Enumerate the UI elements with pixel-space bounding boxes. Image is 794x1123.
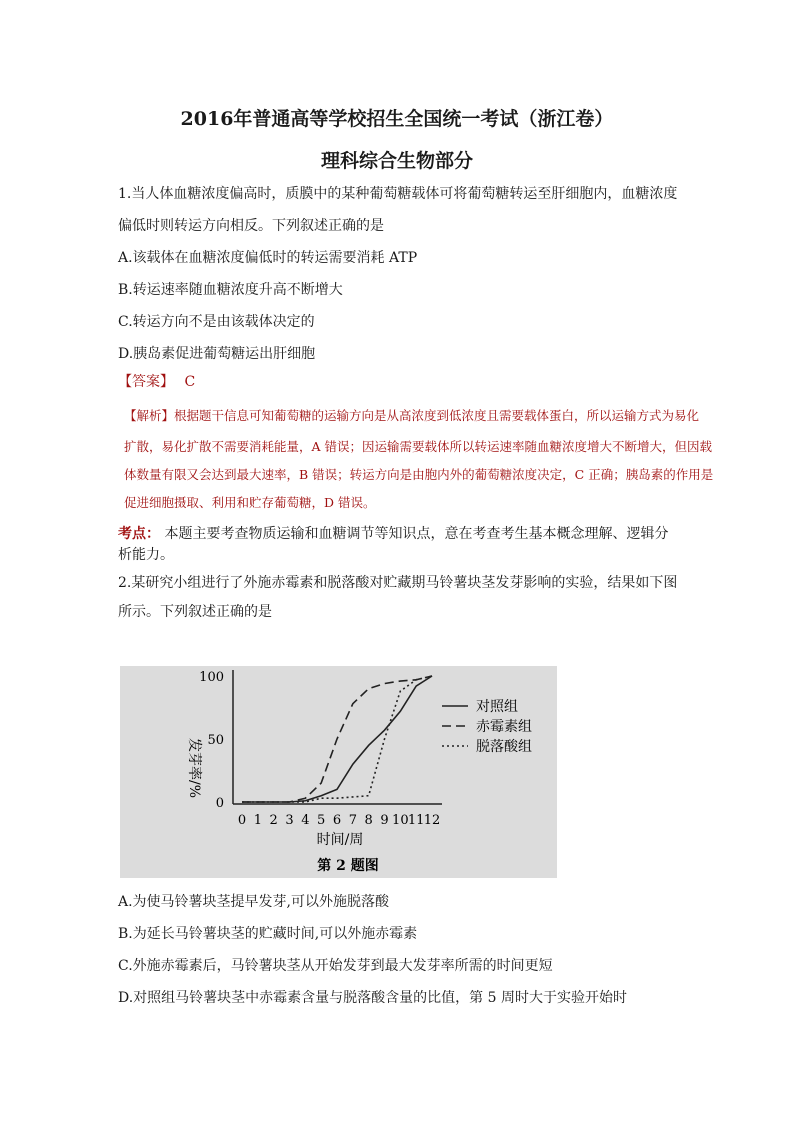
x-tick-label: 9 [380, 813, 389, 828]
x-tick-label: 8 [364, 813, 373, 828]
figure-photo [120, 666, 557, 878]
q2-stem-line1: 2.某研究小组进行了外施赤霉素和脱落酸对贮藏期马铃薯块茎发芽影响的实验，结果如下图 [118, 575, 678, 591]
x-tick-label: 10 [392, 813, 409, 828]
x-tick-label: 5 [317, 813, 326, 828]
legend-label: 赤霉素组 [476, 719, 532, 735]
kaodian-line2: 析能力。 [118, 547, 174, 563]
y-axis-label: 发芽率/% [186, 737, 202, 799]
y-tick-label: 50 [207, 733, 224, 748]
analysis-line-2: 扩散，易化扩散不需要消耗能量，A 错误；因运输需要载体所以转运速率随血糖浓度增大不断增大，但因载 [124, 439, 713, 454]
q2-option-d: D.对照组马铃薯块茎中赤霉素含量与脱落酸含量的比值，第 5 周时大于实验开始时 [118, 990, 627, 1006]
x-tick-label: 12 [423, 813, 441, 828]
page-title: 2016年普通高等学校招生全国统一考试（浙江卷） [180, 108, 614, 130]
q1-option-c: C.转运方向不是由该载体决定的 [118, 314, 315, 330]
y-tick-label: 100 [199, 670, 224, 685]
y-tick-label: 0 [215, 796, 224, 811]
x-tick-label: 4 [301, 813, 310, 828]
x-tick-label: 7 [348, 813, 357, 828]
kaodian-text: 本题主要考查物质运输和血糖调节等知识点，意在考查考生基本概念理解、逻辑分 [160, 526, 669, 542]
figure-caption: 第 2 题图 [317, 858, 379, 874]
q2-option-b: B.为延长马铃薯块茎的贮藏时间,可以外施赤霉素 [118, 926, 418, 942]
q1-stem-line2: 偏低时则转运方向相反。下列叙述正确的是 [118, 218, 384, 234]
q1-option-a: A.该载体在血糖浓度偏低时的转运需要消耗 ATP [118, 250, 418, 266]
x-axis-label: 时间/周 [316, 832, 364, 848]
x-tick-label: 6 [332, 813, 342, 828]
x-tick-label: 1 [253, 813, 262, 828]
x-tick-label: 2 [269, 813, 278, 828]
q2-option-a: A.为使马铃薯块茎提早发芽,可以外施脱落酸 [118, 894, 390, 910]
series-line-2 [242, 676, 432, 802]
q1-option-b: B.转运速率随血糖浓度升高不断增大 [118, 282, 343, 298]
q2-option-c: C.外施赤霉素后，马铃薯块茎从开始发芽到最大发芽率所需的时间更短 [118, 958, 553, 974]
analysis-line-4: 促进细胞摄取、利用和贮存葡萄糖，D 错误。 [124, 495, 376, 510]
answer-value: C [184, 374, 196, 390]
q1-option-d: D.胰岛素促进葡萄糖运出肝细胞 [118, 346, 316, 362]
legend-label: 脱落酸组 [476, 739, 532, 755]
analysis-line-3: 体数量有限又会达到最大速率，B 错误；转运方向是由胞内外的葡萄糖浓度决定，C 正确；胰岛素的作用是 [124, 467, 714, 482]
kaodian-label: 考点： [118, 526, 160, 542]
answer-label: 【答案】 [118, 374, 174, 390]
analysis-line-1: 【解析】根据题干信息可知葡萄糖的运输方向是从高浓度到低浓度且需要载体蛋白，所以运输方式为易化 [124, 408, 700, 423]
q1-answer-row [118, 372, 195, 392]
q1-stem-line1: 1.当人体血糖浓度偏高时，质膜中的某种葡萄糖载体可将葡萄糖转运至肝细胞内，血糖浓度 [118, 186, 678, 202]
q2-stem-line2: 所示。下列叙述正确的是 [118, 604, 272, 620]
x-tick-label: 3 [285, 813, 294, 828]
x-tick-label: 11 [407, 813, 425, 828]
legend-label: 对照组 [476, 699, 518, 715]
x-tick-label: 0 [237, 813, 247, 828]
germination-chart [120, 666, 557, 878]
kaodian-line1 [118, 524, 668, 544]
page-subtitle: 理科综合生物部分 [320, 150, 473, 172]
